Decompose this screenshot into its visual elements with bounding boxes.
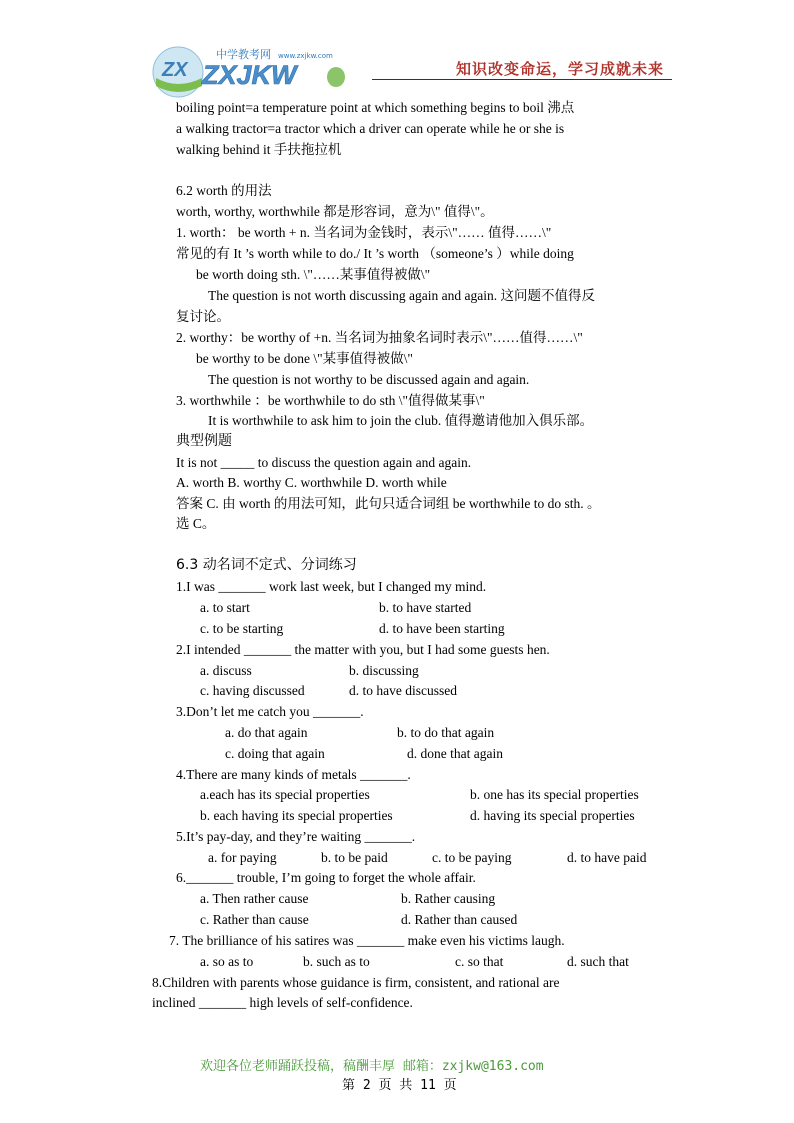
question-text: inclined _______ high levels of self-confidence.	[152, 995, 413, 1010]
option: a. discuss	[200, 663, 252, 678]
option: d. to have discussed	[349, 683, 457, 698]
question-text: 5.It’s pay-day, and they’re waiting _______.	[176, 829, 416, 844]
option: c. having discussed	[200, 683, 305, 698]
option: a. for paying	[208, 850, 277, 865]
text-line: A. worth B. worthy C. worthwhile D. worth while	[176, 475, 447, 490]
site-logo	[150, 38, 350, 100]
text-line: 3. worthwhile ：be worthwhile to do sth \"值得做某事\"	[176, 393, 485, 408]
option: a. do that again	[225, 725, 308, 740]
option: d. such that	[567, 954, 629, 969]
option: d. having its special properties	[470, 808, 635, 823]
option: d. to have been starting	[379, 621, 505, 636]
text-line: be worth doing sth. \"……某事值得被做\"	[196, 267, 431, 282]
footer-contribute: 欢迎各位老师踊跃投稿，稿酬丰厚 邮箱：zxjkw@163.com	[200, 1059, 544, 1074]
question-text: 3.Don’t let me catch you _______.	[176, 704, 364, 719]
header-rule	[372, 79, 672, 80]
text-line: boiling point=a temperature point at which something begins to boil 沸点	[176, 100, 575, 115]
question-text: 6._______ trouble, I’m going to forget the whole affair.	[176, 870, 476, 885]
section-heading: 6.3 动名词不定式、分词练习	[176, 557, 357, 573]
option: b. such as to	[303, 954, 370, 969]
text-line: 1. worth： be worth + n. 当名词为金钱时，表示\"…… 值得……\"	[176, 225, 552, 240]
text-line: The question is not worth discussing again and again. 这问题不值得反	[208, 288, 595, 303]
question-text: 8.Children with parents whose guidance is firm, consistent, and rational are	[152, 975, 560, 990]
option: a. to start	[200, 600, 250, 615]
text-line: walking behind it 手扶拖拉机	[176, 142, 342, 157]
text-line: 常见的有 It ’s worth while to do./ It ’s worth （someone’s ）while doing	[176, 246, 574, 261]
question-text: 1.I was _______ work last week, but I changed my mind.	[176, 579, 487, 594]
text-line: a walking tractor=a tractor which a driver can operate while he or she is	[176, 121, 565, 136]
logo-word: ZXJKW	[202, 60, 297, 90]
page-number: 第 2 页 共 11 页	[342, 1078, 457, 1093]
option: d. done that again	[407, 746, 503, 761]
option: b. one has its special properties	[470, 787, 639, 802]
text-line: be worthy to be done \"某事值得被做\"	[196, 351, 413, 366]
option: c. Rather than cause	[200, 912, 309, 927]
question-text: 4.There are many kinds of metals _______.	[176, 767, 411, 782]
option: c. so that	[455, 954, 504, 969]
logo-site-url: www.zxjkw.com	[278, 52, 333, 60]
section-heading: 典型例题	[176, 433, 232, 449]
logo-letters: ZX	[162, 59, 188, 81]
question-text: 2.I intended _______ the matter with you, but I had some guests hen.	[176, 642, 550, 657]
text-line: 答案 C. 由 worth 的用法可知，此句只适合词组 be worthwhile to do sth. 。	[176, 496, 601, 511]
option: c. to be paying	[432, 850, 512, 865]
option: a.each has its special properties	[200, 787, 370, 802]
option: d. to have paid	[567, 850, 647, 865]
option: d. Rather than caused	[401, 912, 518, 927]
option: b. to have started	[379, 600, 472, 615]
option: c. doing that again	[225, 746, 325, 761]
question-text: 7. The brilliance of his satires was _______ make even his victims laugh.	[169, 933, 565, 948]
option: b. each having its special properties	[200, 808, 393, 823]
option: b. Rather causing	[401, 891, 496, 906]
option: b. to do that again	[397, 725, 495, 740]
section-heading: 6.2 worth 的用法	[176, 183, 272, 198]
option: a. so as to	[200, 954, 254, 969]
option: a. Then rather cause	[200, 891, 309, 906]
option: b. to be paid	[321, 850, 388, 865]
text-line: It is not _____ to discuss the question again and again.	[176, 455, 472, 470]
logo-site-name: 中学教考网	[216, 48, 271, 61]
option: b. discussing	[349, 663, 419, 678]
text-line: 2. worthy：be worthy of +n. 当名词为抽象名词时表示\"……值得……\"	[176, 330, 583, 345]
option: c. to be starting	[200, 621, 284, 636]
header-slogan: 知识改变命运，学习成就未来	[456, 62, 665, 78]
text-line: The question is not worthy to be discussed again and again.	[208, 372, 530, 387]
text-line: worth, worthy, worthwhile 都是形容词，意为\" 值得\"。	[176, 204, 494, 219]
text-line: 复讨论。	[176, 309, 230, 324]
text-line: It is worthwhile to ask him to join the club. 值得邀请他加入俱乐部。	[208, 413, 594, 428]
text-line: 选 C。	[176, 516, 216, 531]
